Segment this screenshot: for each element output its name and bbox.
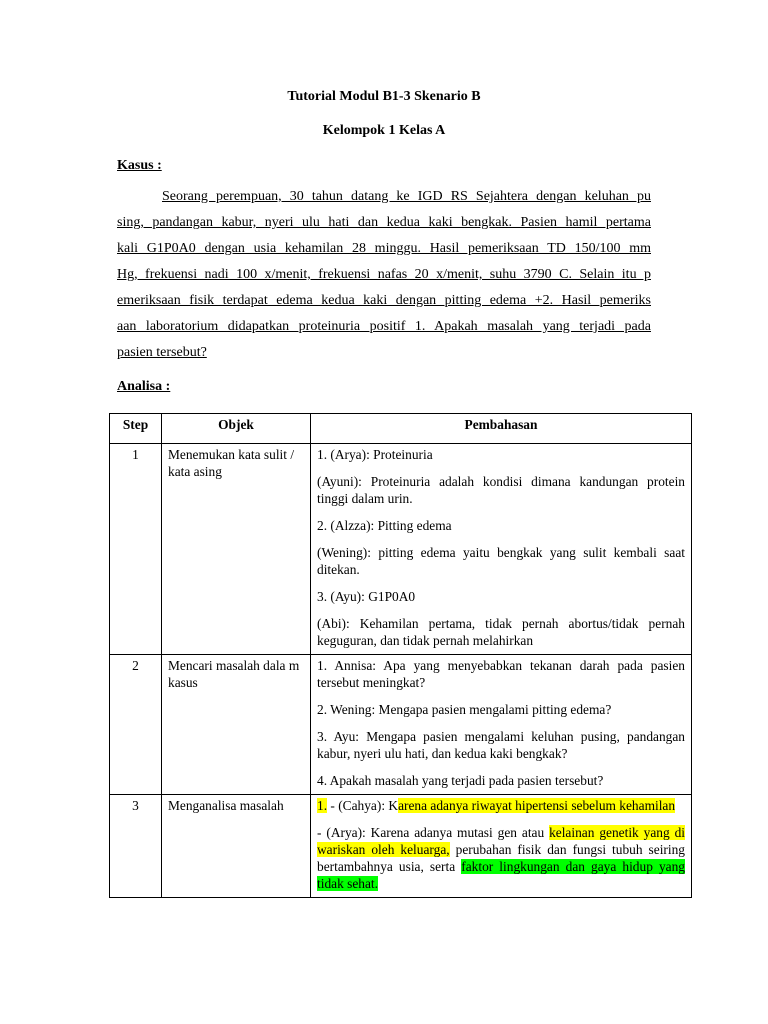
pembahasan-item: (Ayuni): Proteinuria adalah kondisi dimana kandungan protein tinggi dalam urin. xyxy=(317,474,685,506)
header-objek: Objek xyxy=(162,414,311,444)
highlighted-text: arena adanya riwayat hipertensi sebelum kehamilan xyxy=(398,798,676,813)
step-cell: 3 xyxy=(110,795,162,898)
objek-cell: Menganalisa masalah xyxy=(162,795,311,898)
kasus-line: Seorang perempuan, 30 tahun datang ke IGD RS Sejahtera dengan keluhan pu xyxy=(162,189,651,204)
pembahasan-item: (Wening): pitting edema yaitu bengkak yang sulit kembali saat ditekan. xyxy=(317,545,685,577)
kasus-line: aan laboratorium didapatkan proteinuria positif 1. Apakah masalah yang terjadi pada xyxy=(117,319,651,334)
highlighted-text: 1. xyxy=(317,798,328,813)
table-row xyxy=(110,655,692,795)
item-text: perubahan fisik dan fungsi tubuh seiring bertambahnya usia, serta xyxy=(317,842,686,874)
kasus-line: sing, pandangan kabur, nyeri ulu hati dan kedua kaki bengkak. Pasien hamil pertama xyxy=(117,215,651,230)
pembahasan-item: 4. Apakah masalah yang terjadi pada pasien tersebut? xyxy=(317,773,604,788)
analysis-table xyxy=(109,413,692,898)
document-title: Tutorial Modul B1-3 Skenario B xyxy=(287,89,481,104)
pembahasan-item xyxy=(317,824,685,892)
kasus-paragraph xyxy=(117,184,651,366)
pembahasan-item: 2. Wening: Mengapa pasien mengalami pitting edema? xyxy=(317,702,612,717)
pembahasan-item: 3. (Ayu): G1P0A0 xyxy=(317,589,416,604)
pembahasan-cell xyxy=(311,444,692,655)
pembahasan-item: 3. Ayu: Mengapa pasien mengalami keluhan pusing, pandangan kabur, nyeri ulu hati, dan kedua kaki bengkak? xyxy=(317,729,685,761)
kasus-line: Hg, frekuensi nadi 100 x/menit, frekuensi nafas 20 x/menit, suhu 3790 C. Selain itu p xyxy=(117,267,651,282)
analisa-heading: Analisa : xyxy=(117,379,171,394)
highlighted-text: kelainan genetik yang di wariskan oleh keluarga, xyxy=(317,825,685,857)
kasus-line: kali G1P0A0 dengan usia kehamilan 28 minggu. Hasil pemeriksaan TD 150/100 mm xyxy=(117,241,651,256)
pembahasan-item: (Abi): Kehamilan pertama, tidak pernah abortus/tidak pernah keguguran, dan tidak pernah melahirkan xyxy=(317,616,685,648)
pembahasan-cell xyxy=(311,795,692,898)
pembahasan-item xyxy=(317,797,685,814)
objek-cell: Mencari masalah dala m kasus xyxy=(162,655,311,795)
table-header-row xyxy=(110,414,692,444)
objek-cell: Menemukan kata sulit / kata asing xyxy=(162,444,311,655)
highlighted-text-green: faktor lingkungan dan gaya hidup yang tidak sehat. xyxy=(317,859,685,891)
pembahasan-item: 1. (Arya): Proteinuria xyxy=(317,447,433,462)
document-subtitle: Kelompok 1 Kelas A xyxy=(322,123,446,138)
kasus-line: emeriksaan fisik terdapat edema kedua kaki dengan pitting edema +2. Hasil pemeriks xyxy=(117,293,651,308)
table-row xyxy=(110,444,692,655)
kasus-line: pasien tersebut? xyxy=(117,345,207,360)
header-pembahasan: Pembahasan xyxy=(311,414,692,444)
item-text: - (Cahya): K xyxy=(327,798,399,813)
pembahasan-item: 2. (Alzza): Pitting edema xyxy=(317,518,452,533)
table-row xyxy=(110,795,692,898)
kasus-heading: Kasus : xyxy=(117,158,162,173)
step-cell: 2 xyxy=(110,655,162,795)
pembahasan-item: 1. Annisa: Apa yang menyebabkan tekanan darah pada pasien tersebut meningkat? xyxy=(317,658,685,690)
header-step: Step xyxy=(110,414,162,444)
item-text: - (Arya): Karena adanya mutasi gen atau xyxy=(317,825,550,840)
step-cell: 1 xyxy=(110,444,162,655)
pembahasan-cell xyxy=(311,655,692,795)
